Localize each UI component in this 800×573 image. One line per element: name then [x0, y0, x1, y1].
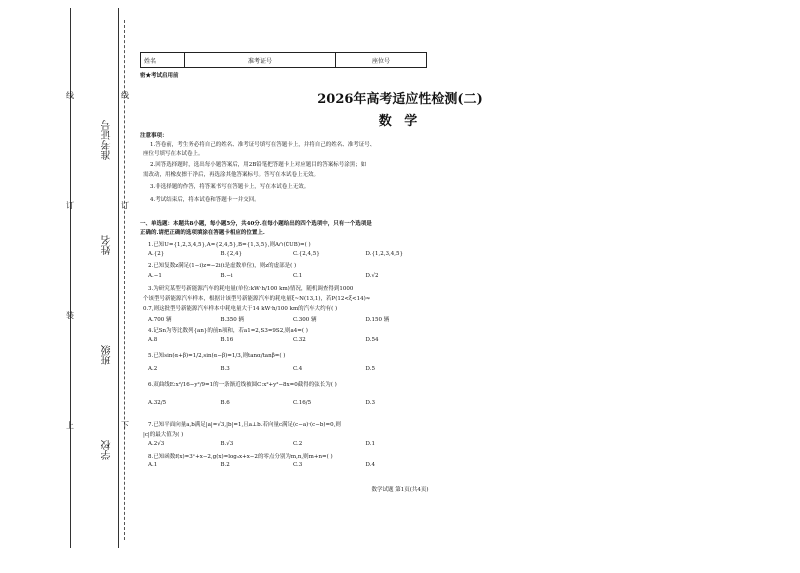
option-d: D.{1,2,3,4,5} [365, 251, 403, 257]
margin-label-school: 学校 [102, 440, 113, 460]
margin-cut-mark: 装 [66, 311, 74, 320]
option-c: C.1 [293, 273, 303, 279]
notice-line: 4.考试结束后，将本试卷和答题卡一并交回。 [150, 197, 260, 203]
option-d: D.3 [365, 400, 375, 406]
exam-title: 2026年高考适应性检测(二) [317, 92, 483, 107]
section-heading: 一、单选题：本题共8小题，每小题5分，共40分.在每小题给出的四个选项中，只有一个选项是 [140, 221, 372, 227]
option-d: D.√2 [365, 273, 379, 279]
section-heading-cont: 正确的.请把正确的选项填涂在答题卡相应的位置上. [140, 230, 265, 236]
notice-line: 1.答卷前，考生务必将自己的姓名、准考证号填写在答题卡上，并将自己的姓名、准考证号、 [150, 142, 376, 148]
question-2-stem: 2.已知复数z满足(1−i)z=−2i(i是虚数单位)，则z的虚部是( ) [148, 263, 297, 269]
option-d: D.5 [365, 366, 375, 372]
subject-title: 数 学 [378, 114, 422, 129]
option-c: C.300 辆 [293, 317, 317, 323]
question-3-options [148, 315, 438, 323]
header-cell-exam-id: 准考证号 [185, 53, 336, 67]
question-8-options [148, 462, 438, 468]
question-2-options [148, 273, 438, 279]
option-c: C.2 [293, 441, 303, 447]
question-5-stem: 5.已知sin(α+β)=1/2,sin(α−β)=1/3,则tanα/tanβ=( ) [148, 353, 286, 359]
notice-line: 座位号填写在本试卷上。 [143, 151, 204, 157]
margin-cut-mark: 线 [121, 91, 129, 100]
option-a: A.2√3 [148, 441, 165, 447]
question-3-stem-cont: 0.7,则这批型号新能源汽车样本中耗电量大于14 kW·h/100 km的汽车大约有( ) [143, 306, 338, 312]
question-3-stem-cont: 个该型号新能源汽车样本，根据计该型号新能源汽车的耗电量ξ~N(13,1)，若P(12<ξ<14)≈ [143, 296, 371, 302]
option-d: D.150 辆 [365, 317, 390, 323]
option-a: A.32/5 [148, 400, 167, 406]
option-a: A.{2} [148, 251, 165, 257]
question-7-options [148, 441, 438, 447]
option-a: A.1 [148, 462, 158, 468]
page-footer: 数学试题 第1页(共4页) [371, 487, 429, 493]
question-6-options [148, 400, 438, 406]
option-b: B.2 [220, 462, 230, 468]
option-d: D.4 [365, 462, 375, 468]
question-8-stem: 8.已知函数f(x)=3ˣ+x−2,g(x)=log₃x+x−2的零点分别为m,n,则m+n=( ) [148, 454, 333, 460]
secret-label: 密★考试启用前 [140, 73, 179, 79]
option-a: A.2 [148, 366, 158, 372]
question-7-stem-cont: |c|的最大值为( ) [143, 432, 184, 438]
header-cell-name: 姓名 [141, 53, 185, 67]
margin-label-name: 姓名 [102, 235, 113, 255]
margin-cut-mark: 下 [121, 421, 129, 430]
option-b: B.16 [220, 337, 234, 343]
question-4-stem: 4.记Sn为等比数列{an}的前n项和，若a1=2,S3=9S2,则a4=( ) [148, 328, 308, 334]
notice-line: 需改动，用橡皮擦干净后，再选涂其他答案标号。答写在本试卷上无效。 [143, 172, 320, 178]
option-b: B.3 [220, 366, 230, 372]
margin-label-exam-id: 准考证号 [102, 120, 113, 160]
option-b: B.−i [220, 273, 233, 279]
option-c: C.{2,4,5} [293, 251, 320, 257]
question-6-stem: 6.双曲线E:x²/16−y²/9=1的一条渐近线被圆C:x²+y²−8x=0截得的弦长为( ) [148, 382, 337, 388]
candidate-info-box [140, 52, 427, 68]
option-c: C.32 [293, 337, 306, 343]
option-a: A.8 [148, 337, 158, 343]
option-b: B.√3 [220, 441, 234, 447]
question-7-stem: 7.已知平面向量a,b满足|a|=√3,|b|=1,且a⊥b.若向量c满足(c−a)·(c−b)=0,则 [148, 422, 341, 428]
option-b: B.{2,4} [220, 251, 243, 257]
notice-heading: 注意事项： [140, 133, 168, 139]
option-c: C.4 [293, 366, 303, 372]
margin-cut-mark: 订 [66, 201, 74, 210]
header-cell-seat: 座位号 [371, 57, 390, 65]
notice-line: 2.回答选择题时，选出每小题答案后，用2B铅笔把答题卡上对应题目的答案标号涂黑；如 [150, 162, 367, 168]
option-b: B.350 辆 [220, 317, 245, 323]
notice-line: 3.非选择题的作答，将答案书写在答题卡上，写在本试卷上无效。 [150, 184, 310, 190]
margin-cut-mark: 上 [66, 421, 74, 430]
margin-cut-mark: 订 [121, 201, 129, 210]
question-3-stem: 3.为研究某型号新能源汽车的耗电量(单位:kW·h/100 km)情况，随机调查得到1000 [148, 286, 354, 292]
option-c: C.3 [293, 462, 303, 468]
margin-label-class: 班级 [102, 345, 113, 365]
option-d: D.54 [365, 337, 379, 343]
margin-cut-mark: 线 [66, 91, 74, 100]
question-5-options [148, 366, 438, 372]
option-a: A.−1 [148, 273, 162, 279]
option-c: C.16/5 [293, 400, 312, 406]
option-d: D.1 [365, 441, 375, 447]
option-b: B.6 [220, 400, 230, 406]
option-a: A.700 辆 [148, 317, 172, 323]
question-4-options [148, 337, 438, 343]
question-1-stem: 1.已知U={1,2,3,4,5},A={2,4,5},B={1,3,5},则A∩(∁UB)=( ) [148, 242, 311, 248]
question-1-options [148, 251, 438, 257]
